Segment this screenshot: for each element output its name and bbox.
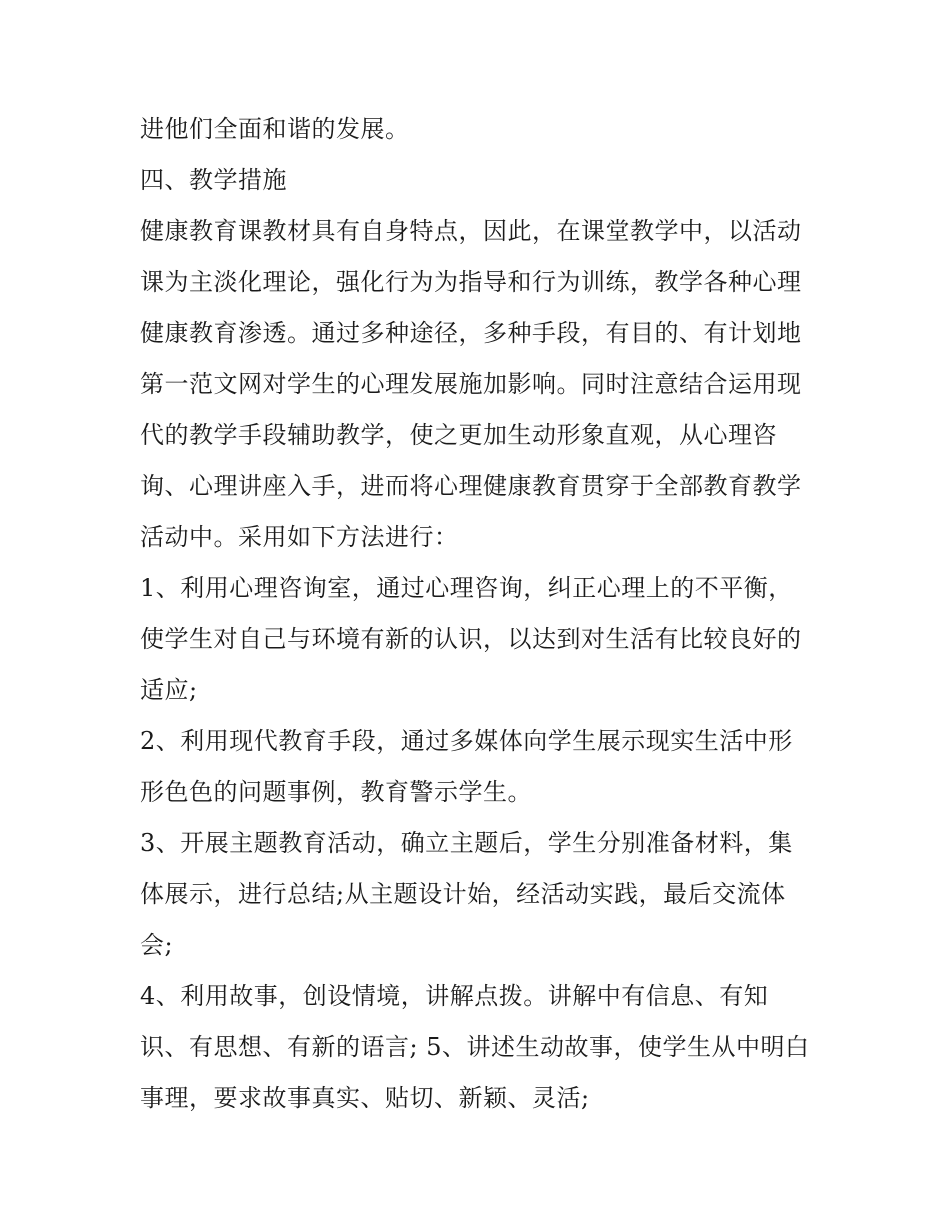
text-line: 活动中。采用如下方法进行： [140, 523, 459, 551]
text-line: 课为主淡化理论，强化行为为指导和行为训练，教学各种心理 [140, 268, 802, 296]
section-heading: 四、教学措施 [140, 166, 287, 194]
text-line: 第一范文网对学生的心理发展施加影响。同时注意结合运用现 [140, 370, 802, 398]
text-line: 健康教育课教材具有自身特点，因此，在课堂教学中，以活动 [140, 217, 802, 245]
text-line: 健康教育渗透。通过多种途径，多种手段，有目的、有计划地 [140, 319, 802, 347]
text-line: 识、有思想、有新的语言; 5、讲述生动故事，使学生从中明白 [140, 1033, 810, 1061]
list-item-2: 2、利用现代教育手段，通过多媒体向学生展示现实生活中形 [140, 727, 793, 755]
text-line: 形色色的问题事例，教育警示学生。 [140, 778, 532, 806]
list-item-4: 4、利用故事，创设情境，讲解点拨。讲解中有信息、有知 [140, 982, 769, 1010]
text-line: 适应; [140, 676, 198, 704]
text-line: 代的教学手段辅助教学，使之更加生动形象直观，从心理咨 [140, 421, 777, 449]
text-line: 体展示，进行总结;从主题设计始，经活动实践，最后交流体 [140, 880, 786, 908]
text-line: 进他们全面和谐的发展。 [140, 115, 410, 143]
text-line: 询、心理讲座入手，进而将心理健康教育贯穿于全部教育教学 [140, 472, 802, 500]
list-item-3: 3、开展主题教育活动，确立主题后，学生分别准备材料，集 [140, 829, 793, 857]
text-line: 事理，要求故事真实、贴切、新颖、灵活; [140, 1084, 590, 1112]
text-line: 使学生对自己与环境有新的认识，以达到对生活有比较良好的 [140, 625, 802, 653]
text-line: 会; [140, 931, 174, 959]
list-item-1: 1、利用心理咨询室，通过心理咨询，纠正心理上的不平衡， [140, 574, 793, 602]
